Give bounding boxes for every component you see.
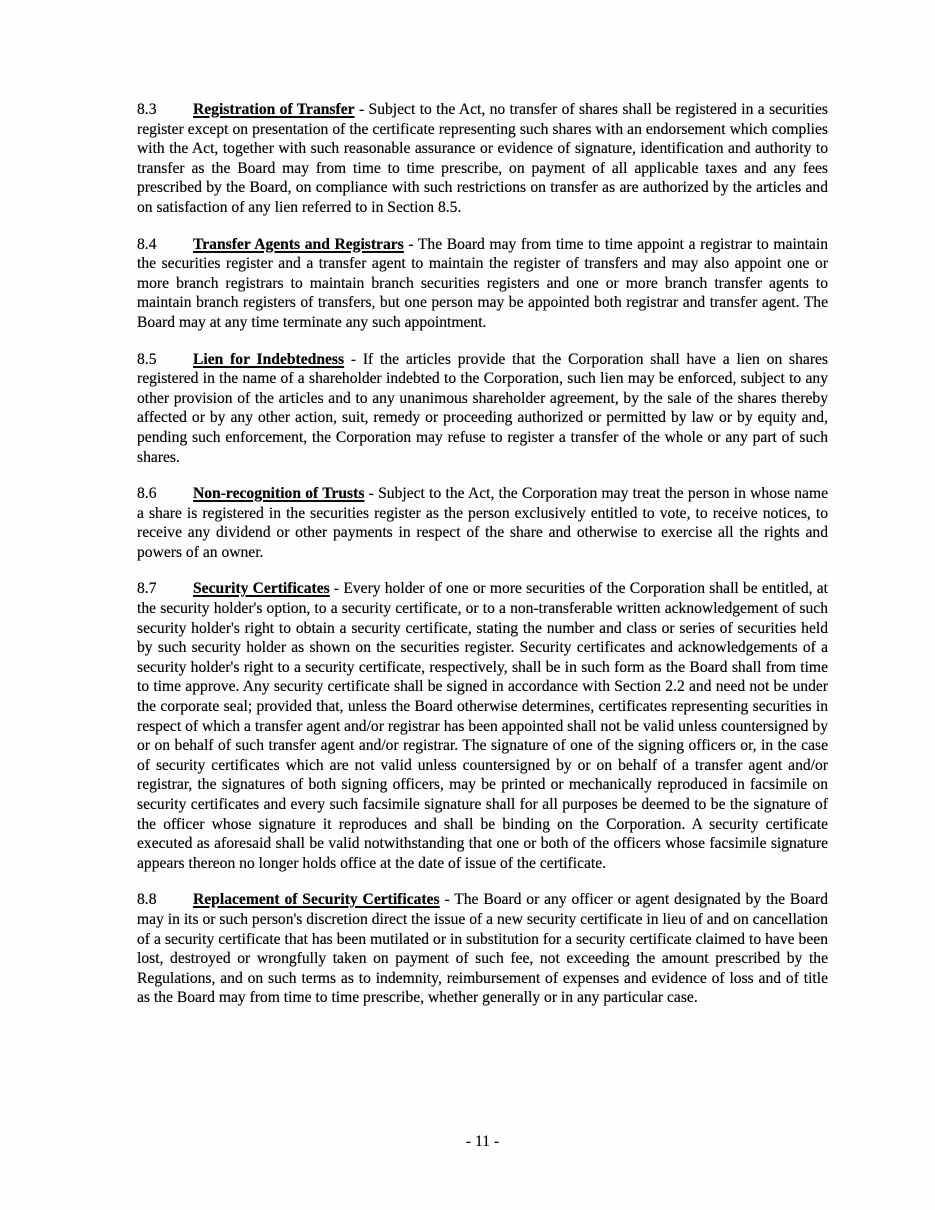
page-number: - 11 - [465,1133,500,1150]
document-body [137,100,828,1025]
section-number: 8.6 [137,485,157,503]
section-number: 8.7 [137,580,157,598]
section-number: 8.4 [137,235,157,253]
section-8-6 [137,484,828,562]
section-8-8 [137,890,828,1008]
section-8-5 [137,350,828,468]
section-8-3 [137,100,828,218]
section-body-text: - Subject to the Act, the Corporation may treat the person in whose name a share is registered in the securities register as the person exclusively entitled to vote, to receive notices, to receive any dividend or other payments in respect of the share and otherwise to exercise all the rights and powers of an owner. [137,485,829,561]
section-number: 8.5 [137,350,157,368]
section-heading: Transfer Agents and Registrars [193,235,404,253]
section-heading: Lien for Indebtedness [193,350,345,368]
section-body-text: - The Board or any officer or agent designated by the Board may in its or such person's discretion direct the issue of a new security certificate in lieu of and on cancellation of a security certificate that has been mutilated or in substitution for a security certificate claimed to have been lost, destroyed or wrongfully taken on payment of such fee, not exceeding the amount prescribed by the Regulations, and on such terms as to indemnity, reimbursement of expenses and evidence of loss and of title as the Board may from time to time prescribe, whether generally or in any particular case. [137,891,829,1007]
section-number: 8.8 [137,891,157,909]
section-body-text: - If the articles provide that the Corporation shall have a lien on shares registered in the name of a shareholder indebted to the Corporation, such lien may be enforced, subject to any other provision of the articles and to any unanimous shareholder agreement, by the sale of the shares thereby affected or by any other action, suit, remedy or proceeding authorized or permitted by law or by equity and, pending such enforcement, the Corporation may refuse to register a transfer of the whole or any part of such shares. [137,350,829,466]
section-heading: Replacement of Security Certificates [193,891,440,909]
section-body-text: - Every holder of one or more securities of the Corporation shall be entitled, at the security holder's option, to a security certificate, or to a non-transferable written acknowledgement of such security holder's right to obtain a security certificate, stating the number and class or series of securities held by such security holder as shown on the securities register. Security certificates and acknowledgements of a security holder's right to a security certificate, respectively, shall be in such form as the Board shall from time to time approve. Any security certificate shall be signed in accordance with Section 2.2 and need not be under the corporate seal; provided that, unless the Board otherwise determines, certificates representing securities in respect of which a transfer agent and/or registrar has been appointed shall not be valid unless countersigned by or on behalf of such transfer agent and/or registrar. The signature of one of the signing officers or, in the case of security certificates which are not valid unless countersigned by or on behalf of a transfer agent and/or registrar, the signatures of both signing officers, may be printed or mechanically reproduced in facsimile on security certificates and every such facsimile signature shall for all purposes be deemed to be the signature of the officer whose signature it reproduces and shall be binding on the Corporation. A security certificate executed as aforesaid shall be valid notwithstanding that one or both of the officers whose facsimile signature appears thereon no longer holds office at the date of issue of the certificate. [137,580,829,872]
section-heading: Non-recognition of Trusts [193,485,365,503]
section-heading: Registration of Transfer [193,101,355,118]
section-number: 8.3 [137,101,157,118]
section-8-4 [137,235,828,333]
section-body-text: - Subject to the Act, no transfer of shares shall be registered in a securities register except on presentation of the certificate representing such shares with an endorsement which complies with the Act, together with such reasonable assurance or evidence of signature, identification and authority to transfer as the Board may from time to time prescribe, on payment of all applicable taxes and any fees prescribed by the Board, on compliance with such restrictions on transfer as are authorized by the articles and on satisfaction of any lien referred to in Section 8.5. [137,101,828,216]
section-8-7 [137,579,828,873]
section-heading: Security Certificates [193,580,330,598]
section-body-text: - The Board may from time to time appoint a registrar to maintain the securities register and a transfer agent to maintain the register of transfers and may also appoint one or more branch registrars to maintain branch securities registers and one or more branch transfer agents to maintain branch registers of transfers, but one person may be appointed both registrar and transfer agent. The Board may at any time terminate any such appointment. [137,235,828,331]
